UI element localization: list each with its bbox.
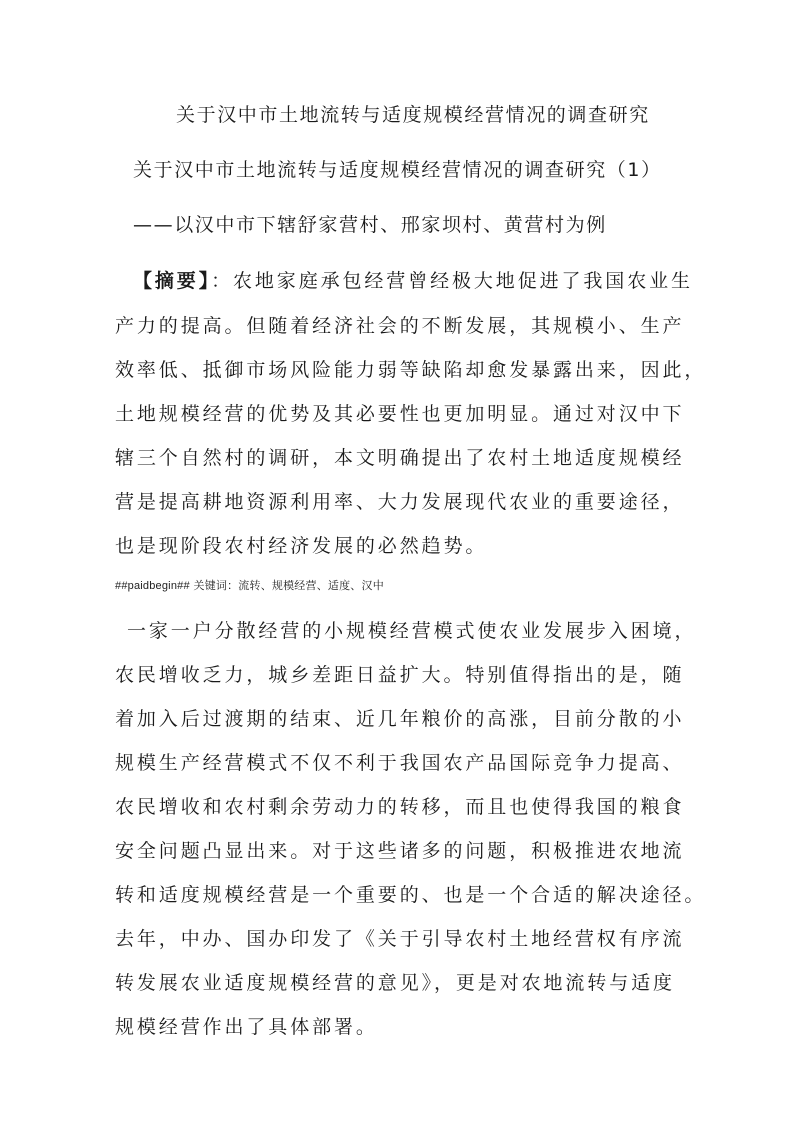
abstract-line: 产力的提高。但随着经济社会的不断发展，其规模小、生产: [115, 315, 685, 337]
abstract-line: [133, 272, 693, 291]
paid-marker: ##paidbegin##: [115, 580, 190, 592]
body-line: 农民增收乏力，城乡差距日益扩大。特别值得指出的是，随: [115, 664, 685, 686]
document-subtitle: 关于汉中市土地流转与适度规模经营情况的调查研究（1）: [133, 159, 662, 181]
body-line: 着加入后过渡期的结束、近几年粮价的高涨，目前分散的小: [115, 708, 685, 730]
body-line: 规模生产经营模式不仅不利于我国农产品国际竞争力提高、: [115, 752, 685, 774]
document-subtitle-case: ——以汉中市下辖舒家营村、邢家坝村、黄营村为例: [133, 214, 607, 236]
keywords-line: [115, 580, 384, 592]
abstract-line: 辖三个自然村的调研，本文明确提出了农村土地适度规模经: [115, 447, 685, 469]
abstract-text: ：农地家庭承包经营曾经极大地促进了我国农业生: [211, 270, 693, 292]
body-line: 一家一户分散经营的小规模经营模式使农业发展步入困境，: [127, 620, 697, 642]
abstract-line: 效率低、抵御市场风险能力弱等缺陷却愈发暴露出来，因此，: [115, 359, 707, 381]
body-line: 安全问题凸显出来。对于这些诸多的问题，积极推进农地流: [115, 840, 685, 862]
body-line: 农民增收和农村剩余劳动力的转移，而且也使得我国的粮食: [115, 796, 685, 818]
body-line: 去年，中办、国办印发了《关于引导农村土地经营权有序流: [115, 928, 685, 950]
keywords-text: 关键词：流转、规模经营、适度、汉中: [189, 579, 384, 592]
abstract-label: 【摘要】: [133, 270, 212, 292]
body-line: 转发展农业适度规模经营的意见》，更是对农地流转与适度: [115, 972, 675, 994]
abstract-line: 营是提高耕地资源利用率、大力发展现代农业的重要途径，: [115, 491, 685, 513]
abstract-line: 也是现阶段农村经济发展的必然趋势。: [115, 535, 488, 557]
body-line: 规模经营作出了具体部署。: [115, 1016, 378, 1038]
abstract-line: 土地规模经营的优势及其必要性也更加明显。通过对汉中下: [115, 403, 685, 425]
body-line: 转和适度规模经营是一个重要的、也是一个合适的解决途径。: [115, 884, 707, 906]
document-title: 关于汉中市土地流转与适度规模经营情况的调查研究: [176, 104, 650, 126]
